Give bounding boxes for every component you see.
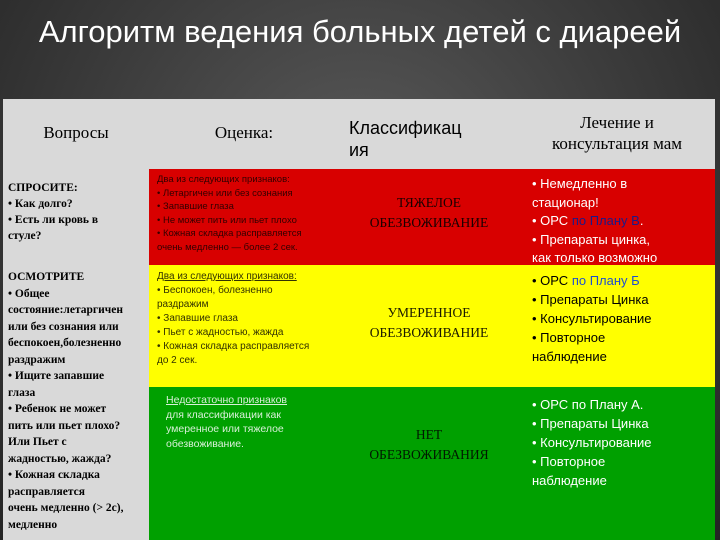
header-questions [3, 99, 149, 169]
row-none-treatment [519, 387, 715, 540]
ask-line: СПРОСИТЕ: [8, 182, 78, 194]
row-none-assessment [149, 387, 339, 540]
treat-line: • Препараты цинка, [532, 231, 651, 247]
plan-b-highlight: по Плану Б [571, 273, 640, 288]
look-line: • Ребенок не может [8, 403, 107, 415]
treat-line: • Консультирование [532, 435, 652, 450]
assess-line: раздражим [157, 299, 209, 310]
row-none-classification [339, 387, 519, 540]
look-line: Или Пьет с [8, 436, 67, 448]
look-line: пить или пьет плохо? [8, 419, 121, 432]
treat-line: • ОРС по Плану В. [532, 213, 644, 228]
assess-line: • Не может пить или пьет плохо [157, 214, 297, 226]
header-classification [339, 99, 519, 169]
row-severe-classification [339, 169, 519, 265]
treat-line: стационар! [532, 194, 599, 210]
row-severe-treatment [519, 169, 715, 265]
header-class-line-1: Классификац [349, 118, 462, 138]
assess-line: Два из следующих признаков: [157, 174, 290, 185]
questions-ask [3, 169, 149, 263]
look-line: • Общее [8, 287, 50, 300]
assess-line: • Беспокоен, болезненно [157, 285, 273, 296]
look-line: расправляется [8, 485, 85, 498]
look-line: раздражим [8, 353, 66, 366]
look-line: • Кожная складка [8, 469, 100, 481]
look-line: или без сознания или [8, 320, 119, 333]
class-line: ТЯЖЕЛОЕ [396, 195, 462, 210]
treat-line: как только возможно [532, 250, 658, 265]
assess-line: • Запавшие глаза [157, 313, 238, 324]
ask-line: • Есть ли кровь в [8, 214, 99, 226]
header-treatment [519, 99, 715, 169]
assess-line: • Летаргичен или без сознания [157, 187, 293, 199]
treat-line: наблюдение [532, 473, 607, 488]
class-line: УМЕРЕННОЕ [387, 305, 471, 320]
row-moderate-classification [339, 265, 519, 387]
assess-line: • Запавшие глаза [157, 201, 234, 212]
treat-line: • Немедленно в [532, 176, 628, 191]
treat-line: • Препараты Цинка [532, 416, 649, 431]
header-assessment-label: Оценка: [214, 123, 274, 142]
look-line: жадностью, жажда? [8, 452, 112, 465]
class-line: ОБЕЗВОЖИВАНИЕ [369, 215, 489, 230]
look-line: медленно [8, 518, 58, 531]
treat-line: • Повторное [532, 330, 606, 345]
ask-line: стуле? [8, 230, 42, 242]
treat-line: • Повторное [532, 454, 606, 469]
assess-line: Два из следующих признаков: [157, 271, 297, 282]
look-line: • Ищите запавшие [8, 370, 105, 382]
row-moderate-assessment [149, 265, 339, 387]
questions-look [3, 263, 149, 540]
assess-line: для классификации как [166, 408, 281, 421]
row-moderate-treatment [519, 265, 715, 387]
header-treat-line-2: консультация мам [551, 134, 683, 153]
plan-v-highlight: по Плану В [571, 213, 640, 228]
class-line: ОБЕЗВОЖИВАНИЕ [369, 325, 489, 340]
slide-title: Алгоритм ведения больных детей с диареей [38, 14, 682, 49]
header-class-line-2: ия [349, 140, 369, 160]
assess-line: до 2 сек. [157, 355, 198, 366]
assess-line: • Кожная складка расправляется [157, 341, 310, 352]
class-line: НЕТ [415, 427, 443, 442]
header-questions-label: Вопросы [43, 123, 109, 142]
header-assessment [149, 99, 339, 169]
look-line: беспокоен,болезненно [8, 337, 122, 349]
treat-line: • Препараты Цинка [532, 292, 649, 307]
assess-line: • Пьет с жадностью, жажда [157, 327, 284, 338]
header-treat-line-1: Лечение и [580, 113, 654, 132]
look-line: состояние:летаргичен [8, 304, 123, 316]
look-line: ОСМОТРИТЕ [8, 271, 85, 283]
row-severe-assessment [149, 169, 339, 265]
assess-line: умеренное или тяжелое [166, 423, 284, 435]
treat-line: • ОРС по Плану Б [532, 273, 640, 288]
assess-line: Недостаточно признаков [166, 394, 288, 406]
assess-line: очень медленно — более 2 сек. [157, 241, 298, 253]
look-line: очень медленно (> 2с), [8, 502, 124, 514]
assess-line: обезвоживание. [166, 437, 244, 450]
class-line: ОБЕЗВОЖИВАНИЯ [369, 447, 489, 462]
treat-line: • Консультирование [532, 311, 652, 326]
treat-line: • ОРС по Плану А. [532, 397, 644, 412]
treat-line: наблюдение [532, 349, 607, 364]
assess-line: • Кожная складка расправляется [157, 228, 302, 239]
ask-line: • Как долго? [8, 198, 73, 210]
look-line: глаза [8, 386, 36, 399]
